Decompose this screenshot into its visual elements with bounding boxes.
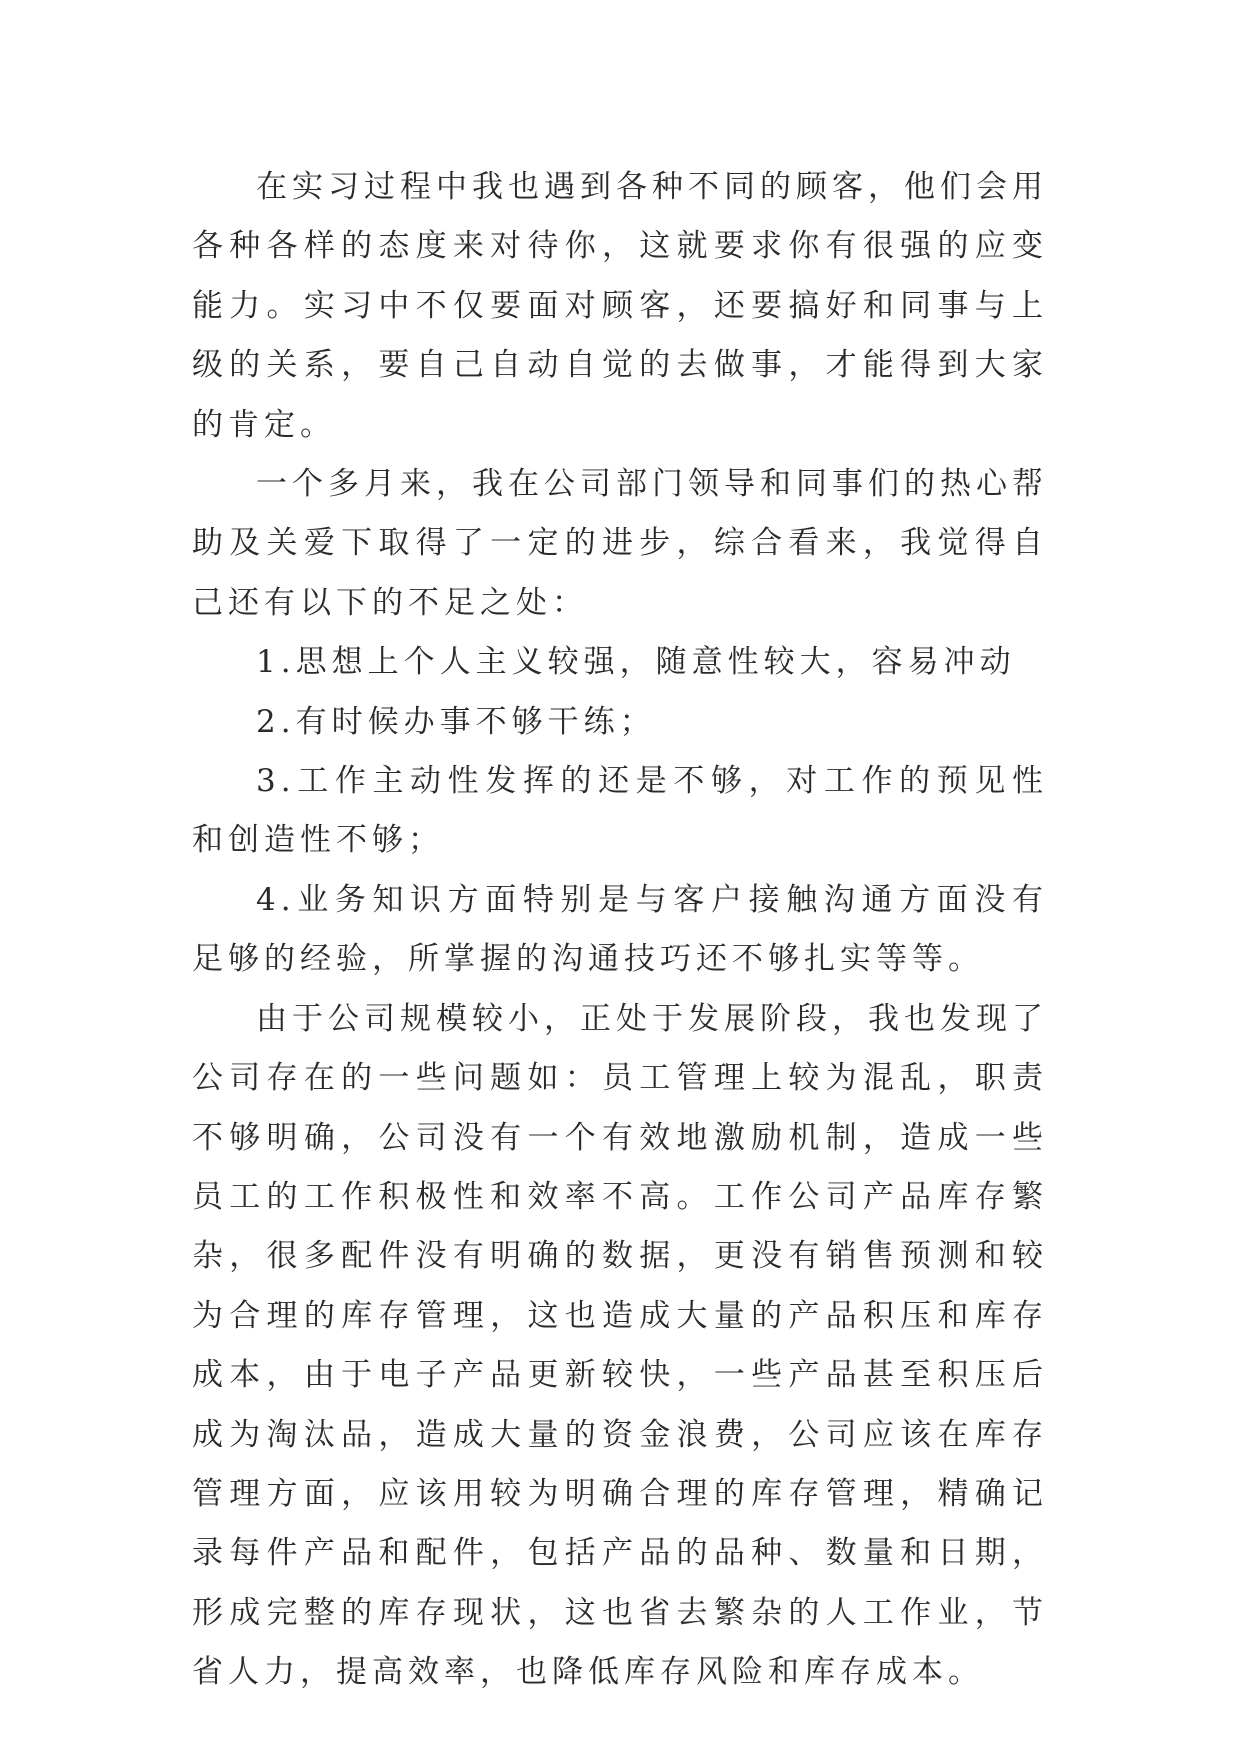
list-item-3: 3.工作主动性发挥的还是不够，对工作的预见性和创造性不够； bbox=[192, 763, 1048, 859]
paragraph-customers: 在实习过程中我也遇到各种不同的顾客，他们会用各种各样的态度来对待你，这就要求你有很强的应变能力。实习中不仅要面对顾客，还要搞好和同事与上级的关系，要自己自动自觉的去做事，才能得到大家的肯定。 bbox=[192, 169, 1048, 443]
document-body bbox=[192, 158, 1048, 1703]
paragraph-progress: 一个多月来，我在公司部门领导和同事们的热心帮助及关爱下取得了一定的进步，综合看来，我觉得自己还有以下的不足之处： bbox=[192, 466, 1048, 621]
paragraph-company-issues: 由于公司规模较小，正处于发展阶段，我也发现了公司存在的一些问题如：员工管理上较为混乱，职责不够明确，公司没有一个有效地激励机制，造成一些员工的工作积极性和效率不高。工作公司产品库存繁杂，很多配件没有明确的数据，更没有销售预测和较为合理的库存管理，这也造成大量的产品积压和库存成本，由于电子产品更新较快，一些产品甚至积压后成为淘汰品，造成大量的资金浪费，公司应该在库存管理方面，应该用较为明确合理的库存管理，精确记录每件产品和配件，包括产品的品种、数量和日期，形成完整的库存现状，这也省去繁杂的人工作业，节省人力，提高效率，也降低库存风险和库存成本。 bbox=[192, 1000, 1048, 1691]
list-item-1: 1.思想上个人主义较强，随意性较大，容易冲动 bbox=[256, 644, 1016, 681]
list-item-2: 2.有时候办事不够干练； bbox=[256, 703, 656, 740]
list-item-4: 4.业务知识方面特别是与客户接触沟通方面没有足够的经验，所掌握的沟通技巧还不够扎实等等。 bbox=[192, 881, 1048, 978]
